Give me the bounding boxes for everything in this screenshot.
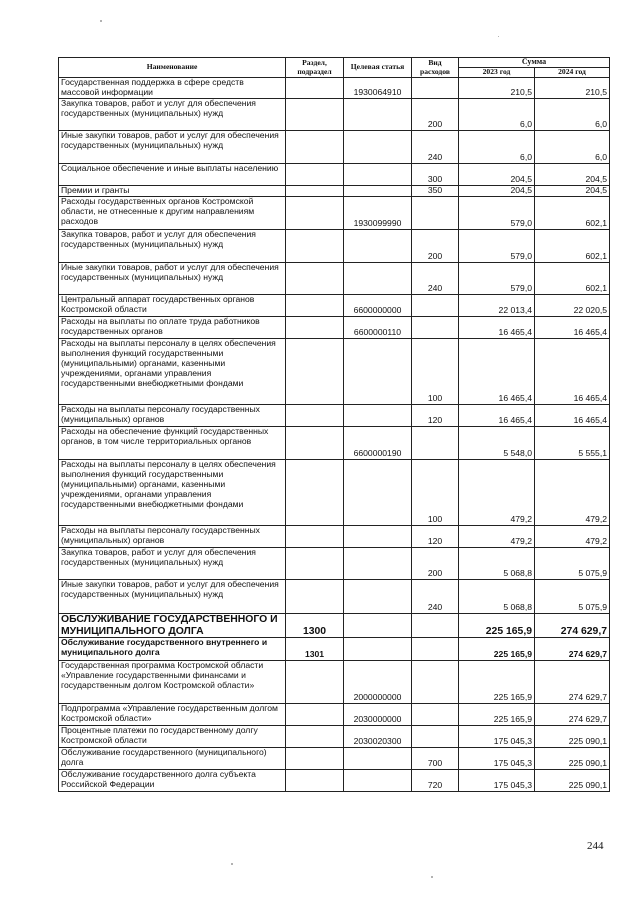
cell-name: Центральный аппарат государственных органов Костромской области [59, 295, 286, 317]
table-row [59, 197, 610, 230]
cell-2023: 16 465,4 [459, 405, 535, 427]
cell-section [286, 427, 344, 460]
cell-section [286, 726, 344, 748]
table-row [59, 614, 610, 638]
cell-2024: 210,5 [535, 78, 610, 99]
cell-name: Расходы на выплаты персоналу государственных (муниципальных) органов [59, 405, 286, 427]
cell-section [286, 197, 344, 230]
cell-type: 240 [412, 131, 459, 164]
cell-2024: 274 629,7 [535, 614, 610, 638]
cell-type: 240 [412, 580, 459, 614]
table-row [59, 295, 610, 317]
cell-2024: 6,0 [535, 131, 610, 164]
cell-name: Обслуживание государственного долга субъекта Российской Федерации [59, 770, 286, 792]
table-row [59, 460, 610, 526]
table-row [59, 580, 610, 614]
cell-type: 120 [412, 405, 459, 427]
table-row [59, 99, 610, 131]
table-row [59, 164, 610, 186]
cell-target [344, 770, 412, 792]
cell-type [412, 661, 459, 704]
cell-target [344, 460, 412, 526]
cell-target: 1930099990 [344, 197, 412, 230]
cell-name: Закупка товаров, работ и услуг для обеспечения государственных (муниципальных) нужд [59, 548, 286, 580]
header-target: Целевая статья [344, 58, 412, 78]
cell-type [412, 614, 459, 638]
table-body [59, 78, 610, 792]
cell-section [286, 78, 344, 99]
table-row [59, 638, 610, 661]
cell-2024: 16 465,4 [535, 339, 610, 405]
cell-type: 300 [412, 164, 459, 186]
cell-section [286, 580, 344, 614]
cell-type [412, 726, 459, 748]
cell-2023: 579,0 [459, 230, 535, 263]
cell-section [286, 339, 344, 405]
header-name: Наименование [59, 58, 286, 78]
cell-2024: 204,5 [535, 186, 610, 197]
table-row [59, 339, 610, 405]
table-row [59, 131, 610, 164]
cell-2024: 5 075,9 [535, 548, 610, 580]
cell-2024: 602,1 [535, 197, 610, 230]
cell-section [286, 99, 344, 131]
cell-section [286, 263, 344, 295]
scan-speck [431, 876, 433, 878]
table-row [59, 661, 610, 704]
cell-target: 2030000000 [344, 704, 412, 726]
cell-2023: 225 165,9 [459, 661, 535, 704]
cell-name: Государственная программа Костромской области «Управление государственными финансами и государственным долгом Костромской области» [59, 661, 286, 704]
cell-2023: 16 465,4 [459, 339, 535, 405]
cell-target [344, 131, 412, 164]
cell-target [344, 99, 412, 131]
cell-2024: 274 629,7 [535, 704, 610, 726]
cell-type [412, 78, 459, 99]
cell-type: 240 [412, 263, 459, 295]
table-row [59, 526, 610, 548]
cell-2023: 225 165,9 [459, 614, 535, 638]
page-number: 244 [587, 840, 604, 852]
cell-2023: 5 068,8 [459, 580, 535, 614]
cell-type: 720 [412, 770, 459, 792]
cell-2024: 16 465,4 [535, 405, 610, 427]
cell-type: 200 [412, 548, 459, 580]
cell-2023: 204,5 [459, 164, 535, 186]
cell-2024: 225 090,1 [535, 770, 610, 792]
cell-name: Расходы на выплаты персоналу в целях обеспечения выполнения функций государственными (муниципальными) органами, казенными учреждениями, органами управления государственными внебюджетными фондами [59, 339, 286, 405]
cell-2024: 479,2 [535, 460, 610, 526]
cell-2023: 175 045,3 [459, 770, 535, 792]
cell-target [344, 548, 412, 580]
header-sum: Сумма [459, 58, 610, 68]
cell-type: 100 [412, 460, 459, 526]
cell-type: 120 [412, 526, 459, 548]
cell-type: 200 [412, 99, 459, 131]
cell-type: 100 [412, 339, 459, 405]
cell-2023: 479,2 [459, 526, 535, 548]
cell-name: ОБСЛУЖИВАНИЕ ГОСУДАРСТВЕННОГО И МУНИЦИПАЛЬНОГО ДОЛГА [59, 614, 286, 638]
cell-name: Иные закупки товаров, работ и услуг для обеспечения государственных (муниципальных) нужд [59, 263, 286, 295]
table-row [59, 726, 610, 748]
cell-type [412, 295, 459, 317]
table-row [59, 263, 610, 295]
cell-name: Расходы на выплаты персоналу государственных (муниципальных) органов [59, 526, 286, 548]
cell-name: Иные закупки товаров, работ и услуг для обеспечения государственных (муниципальных) нужд [59, 131, 286, 164]
cell-name: Закупка товаров, работ и услуг для обеспечения государственных (муниципальных) нужд [59, 99, 286, 131]
cell-2023: 5 068,8 [459, 548, 535, 580]
table-header [59, 58, 610, 78]
cell-2024: 274 629,7 [535, 661, 610, 704]
cell-2023: 175 045,3 [459, 748, 535, 770]
cell-name: Процентные платежи по государственному долгу Костромской области [59, 726, 286, 748]
cell-type: 700 [412, 748, 459, 770]
cell-2023: 225 165,9 [459, 638, 535, 661]
cell-2023: 579,0 [459, 263, 535, 295]
cell-2023: 22 013,4 [459, 295, 535, 317]
table-row [59, 405, 610, 427]
cell-section [286, 405, 344, 427]
cell-2023: 5 548,0 [459, 427, 535, 460]
cell-name: Обслуживание государственного внутреннего и муниципального долга [59, 638, 286, 661]
cell-target [344, 186, 412, 197]
table-row [59, 78, 610, 99]
cell-name: Расходы на выплаты по оплате труда работников государственных органов [59, 317, 286, 339]
cell-section [286, 317, 344, 339]
cell-name: Социальное обеспечение и иные выплаты населению [59, 164, 286, 186]
cell-target [344, 614, 412, 638]
cell-type [412, 427, 459, 460]
cell-target: 6600000190 [344, 427, 412, 460]
cell-type [412, 197, 459, 230]
cell-type [412, 638, 459, 661]
header-type: Вид расходов [412, 58, 459, 78]
cell-target [344, 230, 412, 263]
cell-type: 200 [412, 230, 459, 263]
cell-2024: 602,1 [535, 263, 610, 295]
cell-2024: 274 629,7 [535, 638, 610, 661]
cell-type [412, 704, 459, 726]
cell-2023: 479,2 [459, 460, 535, 526]
cell-type: 350 [412, 186, 459, 197]
cell-name: Обслуживание государственного (муниципального) долга [59, 748, 286, 770]
cell-target [344, 580, 412, 614]
cell-target [344, 748, 412, 770]
cell-2024: 5 075,9 [535, 580, 610, 614]
cell-2024: 225 090,1 [535, 748, 610, 770]
table-row [59, 770, 610, 792]
cell-name: Закупка товаров, работ и услуг для обеспечения государственных (муниципальных) нужд [59, 230, 286, 263]
cell-2024: 204,5 [535, 164, 610, 186]
header-year-2024: 2024 год [535, 68, 610, 78]
cell-name: Расходы на обеспечение функций государственных органов, в том числе территориальных органов [59, 427, 286, 460]
cell-2024: 602,1 [535, 230, 610, 263]
cell-2024: 479,2 [535, 526, 610, 548]
cell-target [344, 638, 412, 661]
header-year-2023: 2023 год [459, 68, 535, 78]
scan-speck [100, 20, 102, 22]
cell-target: 6600000110 [344, 317, 412, 339]
scan-speck [498, 36, 499, 37]
cell-name: Государственная поддержка в сфере средств массовой информации [59, 78, 286, 99]
table-row [59, 548, 610, 580]
cell-2024: 16 465,4 [535, 317, 610, 339]
cell-2024: 22 020,5 [535, 295, 610, 317]
table-row [59, 230, 610, 263]
cell-2023: 204,5 [459, 186, 535, 197]
cell-section [286, 230, 344, 263]
scan-speck [231, 863, 233, 865]
cell-target: 1930064910 [344, 78, 412, 99]
cell-section [286, 186, 344, 197]
table-row [59, 704, 610, 726]
cell-2024: 225 090,1 [535, 726, 610, 748]
cell-2023: 175 045,3 [459, 726, 535, 748]
cell-type [412, 317, 459, 339]
cell-section [286, 548, 344, 580]
cell-section [286, 131, 344, 164]
cell-name: Расходы государственных органов Костромской области, не отнесенные к другим направлениям расходов [59, 197, 286, 230]
cell-target: 2030020300 [344, 726, 412, 748]
cell-2024: 6,0 [535, 99, 610, 131]
cell-name: Подпрограмма «Управление государственным долгом Костромской области» [59, 704, 286, 726]
cell-target [344, 405, 412, 427]
cell-2023: 579,0 [459, 197, 535, 230]
cell-target [344, 164, 412, 186]
cell-target [344, 526, 412, 548]
cell-2023: 16 465,4 [459, 317, 535, 339]
cell-section [286, 704, 344, 726]
cell-target [344, 339, 412, 405]
cell-section [286, 460, 344, 526]
table-row [59, 427, 610, 460]
cell-2023: 6,0 [459, 131, 535, 164]
cell-section [286, 164, 344, 186]
cell-2023: 6,0 [459, 99, 535, 131]
cell-name: Премии и гранты [59, 186, 286, 197]
cell-target: 6600000000 [344, 295, 412, 317]
cell-section [286, 770, 344, 792]
cell-2023: 225 165,9 [459, 704, 535, 726]
cell-2024: 5 555,1 [535, 427, 610, 460]
cell-section [286, 526, 344, 548]
cell-name: Расходы на выплаты персоналу в целях обеспечения выполнения функций государственными (муниципальными) органами, казенными учреждениями, органами управления государственными внебюджетными фондами [59, 460, 286, 526]
table-row [59, 317, 610, 339]
cell-target [344, 263, 412, 295]
table-row [59, 186, 610, 197]
cell-2023: 210,5 [459, 78, 535, 99]
table-row [59, 748, 610, 770]
cell-section: 1300 [286, 614, 344, 638]
header-section: Раздел, подраздел [286, 58, 344, 78]
cell-section: 1301 [286, 638, 344, 661]
cell-target: 2000000000 [344, 661, 412, 704]
cell-section [286, 748, 344, 770]
budget-table [58, 57, 610, 792]
cell-section [286, 661, 344, 704]
cell-name: Иные закупки товаров, работ и услуг для обеспечения государственных (муниципальных) нужд [59, 580, 286, 614]
cell-section [286, 295, 344, 317]
